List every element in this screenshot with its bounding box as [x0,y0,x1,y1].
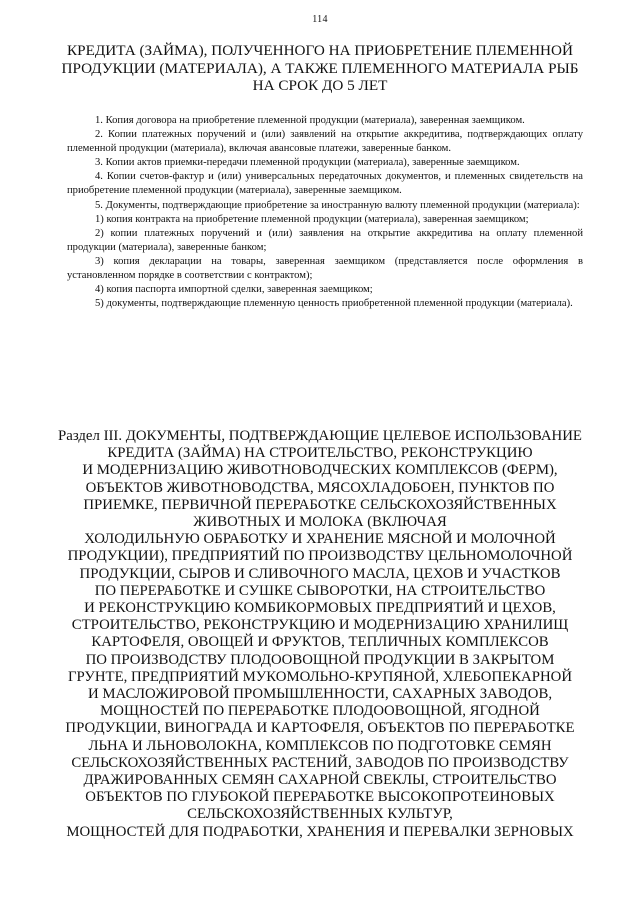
list-item: 1. Копия договора на приобретение племенной продукции (материала), заверенная заемщиком. [95,115,525,126]
heading-line: И МОДЕРНИЗАЦИЮ ЖИВОТНОВОДЧЕСКИХ КОМПЛЕКСОВ (ФЕРМ), [82,462,558,479]
list-item: 5. Документы, подтверждающие приобретение за иностранную валюту племенной продукции (материала): [95,199,580,211]
heading-line: ОБЪЕКТОВ ЖИВОТНОВОДСТВА, МЯСОХЛАДОБОЕН, ПУНКТОВ ПО [85,479,555,496]
heading-line: ПРОДУКЦИИ, СЫРОВ И СЛИВОЧНОГО МАСЛА, ЦЕХОВ И УЧАСТКОВ [79,565,561,582]
list-subitem: 2) копии платежных поручений и (или) заявления на открытие аккредитива на оплату племенной продукции (материала), заверенные банком; [67,227,583,253]
list-subitem: 3) копия декларации на товары, заверенная заемщиком (представляется после оформления в установленном порядке в соответствии с контрактом); [67,255,583,282]
heading-line: СЕЛЬСКОХОЗЯЙСТВЕННЫХ КУЛЬТУР, [187,806,453,823]
heading-line: ЛЬНА И ЛЬНОВОЛОКНА, КОМПЛЕКСОВ ПО ПОДГОТОВКЕ СЕМЯН [88,737,552,754]
heading-line: ПРОДУКЦИИ (МАТЕРИАЛА), А ТАКЖЕ ПЛЕМЕННОГО МАТЕРИАЛА РЫБ [61,59,579,77]
heading-line: КАРТОФЕЛЯ, ОВОЩЕЙ И ФРУКТОВ, ТЕПЛИЧНЫХ КОМПЛЕКСОВ [91,634,549,651]
list-item: 4. Копии счетов-фактур и (или) универсальных передаточных документов, и племенных свидетельств на приобретение племенной продукции (материала), заверенные заемщиком. [67,171,583,197]
list-subitem: 1) копия контракта на приобретение племенной продукции (материала), заверенная заемщиком; [95,213,529,225]
list-item: 3. Копии актов приемки-передачи племенной продукции (материала), заверенные заемщиком. [95,157,520,169]
heading-line: КРЕДИТА (ЗАЙМА), ПОЛУЧЕННОГО НА ПРИОБРЕТЕНИЕ ПЛЕМЕННОЙ [67,42,573,59]
heading-line: МОЩНОСТЕЙ ПО ПЕРЕРАБОТКЕ ПЛОДООВОЩНОЙ, ЯГОДНОЙ [100,703,540,720]
heading-line: ПРИЕМКЕ, ПЕРВИЧНОЙ ПЕРЕРАБОТКЕ СЕЛЬСКОХОЗЯЙСТВЕННЫХ [83,496,557,513]
list-item: 2. Копии платежных поручений и (или) заявлений на открытие аккредитива, подтверждающих оплату племенной продукции (материала), включая авансовые платежи, заверенные банком. [67,129,583,155]
heading-line: ПРОДУКЦИИ), ПРЕДПРИЯТИЙ ПО ПРОИЗВОДСТВУ ЦЕЛЬНОМОЛОЧНОЙ [67,548,573,565]
heading-line: ПРОДУКЦИИ, ВИНОГРАДА И КАРТОФЕЛЯ, ОБЪЕКТОВ ПО ПЕРЕРАБОТКЕ [65,720,575,737]
heading-line: НА СРОК ДО 5 ЛЕТ [252,77,388,94]
section-iii-heading [40,428,600,841]
heading-line: СТРОИТЕЛЬСТВО, РЕКОНСТРУКЦИЮ И МОДЕРНИЗАЦИЮ ХРАНИЛИЩ [71,617,569,634]
heading-line: Раздел III. ДОКУМЕНТЫ, ПОДТВЕРЖДАЮЩИЕ ЦЕЛЕВОЕ ИСПОЛЬЗОВАНИЕ [58,428,582,444]
heading-line: ГРУНТЕ, ПРЕДПРИЯТИЙ МУКОМОЛЬНО-КРУПЯНОЙ, ХЛЕБОПЕКАРНОЙ [67,668,573,685]
section-heading-continued [40,42,600,95]
page-number: 114 [312,14,328,25]
heading-line: И МАСЛОЖИРОВОЙ ПРОМЫШЛЕННОСТИ, САХАРНЫХ ЗАВОДОВ, [87,686,553,703]
heading-line: И РЕКОНСТРУКЦИЮ КОМБИКОРМОВЫХ ПРЕДПРИЯТИЙ И ЦЕХОВ, [84,600,556,617]
heading-line: ПО ПРОИЗВОДСТВУ ПЛОДООВОЩНОЙ ПРОДУКЦИИ В ЗАКРЫТОМ [85,651,555,668]
heading-line: ОБЪЕКТОВ ПО ГЛУБОКОЙ ПЕРЕРАБОТКЕ ВЫСОКОПРОТЕИНОВЫХ [85,789,555,806]
document-list [67,114,583,311]
heading-line: КРЕДИТА (ЗАЙМА) НА СТРОИТЕЛЬСТВО, РЕКОНСТРУКЦИЮ [107,445,533,462]
heading-line: ПО ПЕРЕРАБОТКЕ И СУШКЕ СЫВОРОТКИ, НА СТРОИТЕЛЬСТВО [94,582,546,599]
heading-line: СЕЛЬСКОХОЗЯЙСТВЕННЫХ РАСТЕНИЙ, ЗАВОДОВ ПО ПРОИЗВОДСТВУ [71,754,569,771]
heading-line: ЖИВОТНЫХ И МОЛОКА (ВКЛЮЧАЯ [193,514,447,531]
list-subitem: 4) копия паспорта импортной сделки, заверенная заемщиком; [95,284,373,296]
heading-line: ДРАЖИРОВАННЫХ СЕМЯН САХАРНОЙ СВЕКЛЫ, СТРОИТЕЛЬСТВО [83,772,557,789]
list-subitem: 5) документы, подтверждающие племенную ценность приобретенной племенной продукции (материала). [95,298,573,310]
heading-line: ХОЛОДИЛЬНУЮ ОБРАБОТКУ И ХРАНЕНИЕ МЯСНОЙ И МОЛОЧНОЙ [84,531,556,548]
heading-line: МОЩНОСТЕЙ ДЛЯ ПОДРАБОТКИ, ХРАНЕНИЯ И ПЕРЕВАЛКИ ЗЕРНОВЫХ [66,823,574,840]
